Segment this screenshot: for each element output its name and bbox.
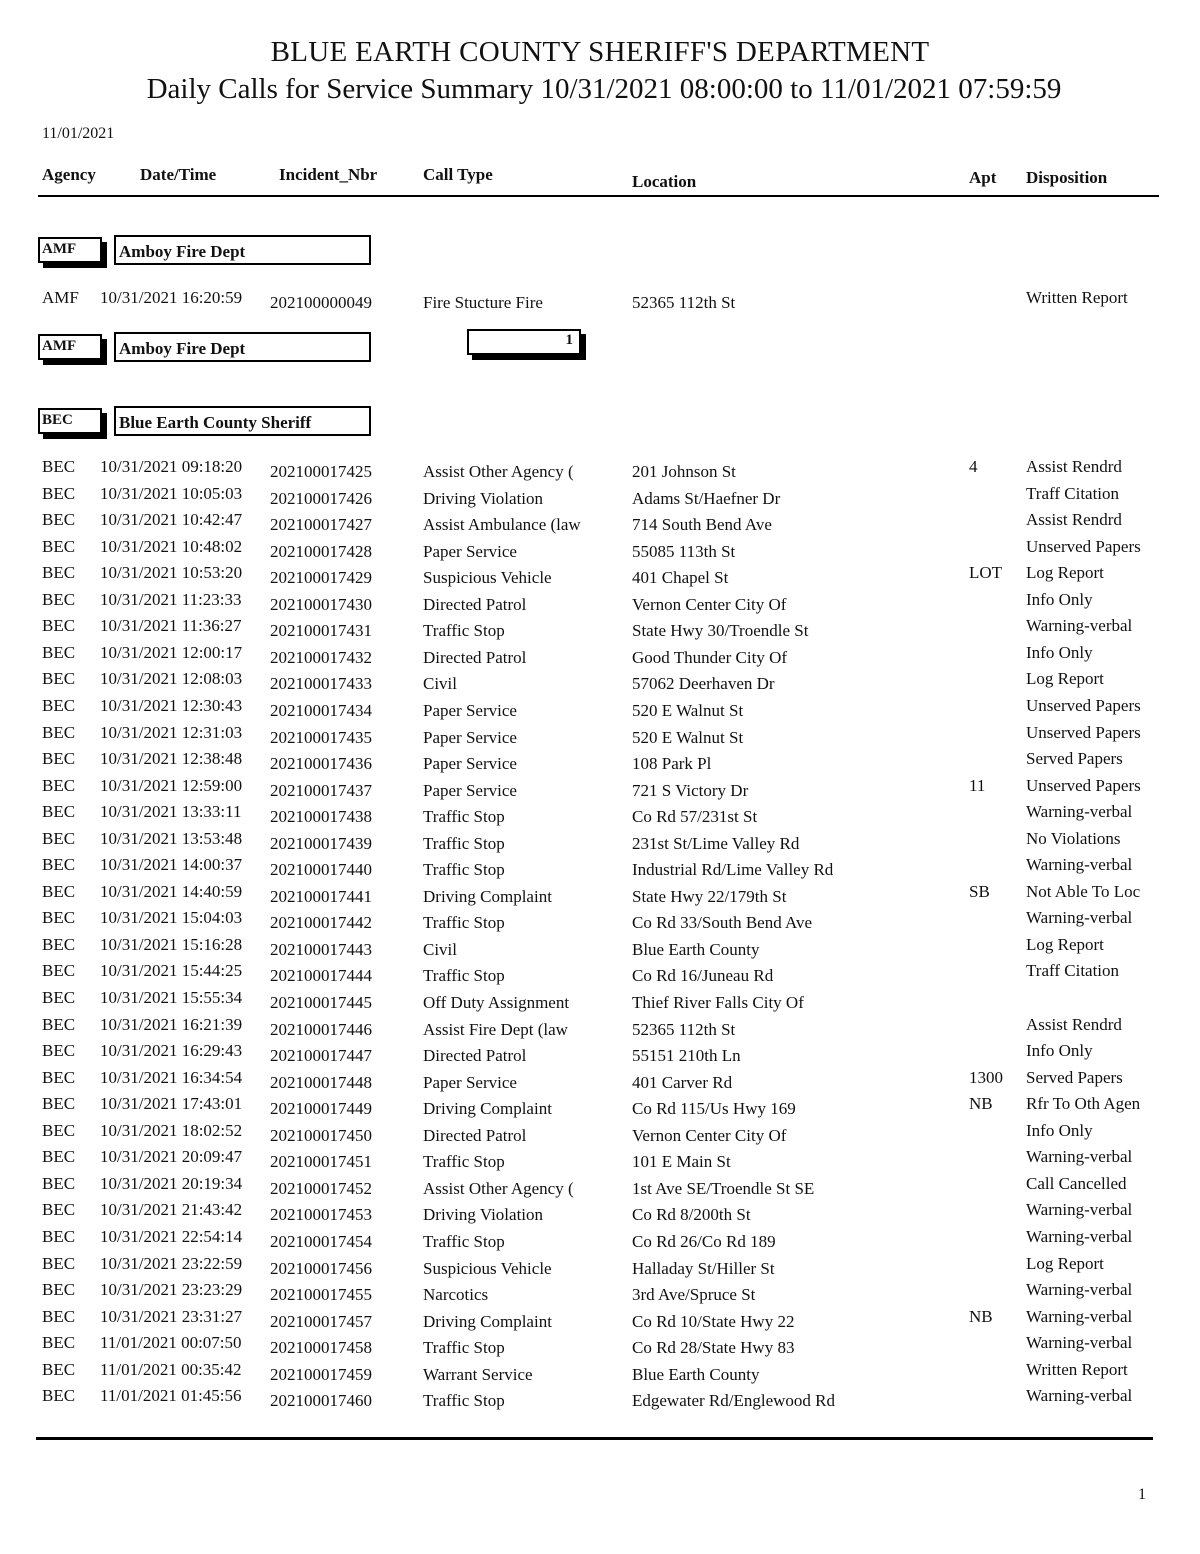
cell-disposition: Unserved Papers [1026,775,1141,795]
cell-apt: NB [969,1094,993,1114]
cell-calltype: Directed Patrol [423,1046,527,1066]
cell-incident: 202100017425 [270,462,372,481]
cell-location: 231st St/Lime Valley Rd [632,833,800,853]
cell-agency: BEC [42,1386,76,1406]
cell-datetime: 10/31/2021 15:55:34 [100,988,243,1007]
cell-apt: 4 [969,457,978,476]
column-header-apt: Apt [969,168,997,187]
table-row [0,1280,1200,1306]
table-row [0,1254,1200,1280]
cell-agency: BEC [42,881,76,901]
cell-calltype: Traffic Stop [423,833,505,853]
cell-calltype: Paper Service [423,700,517,720]
cell-agency: BEC [42,775,76,795]
cell-datetime: 10/31/2021 12:38:48 [100,749,243,769]
cell-datetime: 10/31/2021 23:22:59 [100,1253,243,1273]
cell-calltype: Traffic Stop [423,966,505,986]
cell-location: 520 E Walnut St [632,700,744,720]
cell-incident: 202100017457 [270,1311,372,1331]
cell-calltype: Suspicious Vehicle [423,1258,552,1278]
cell-agency: BEC [42,589,76,609]
cell-disposition: Written Report [1026,288,1128,307]
cell-incident: 202100017450 [270,1125,372,1145]
cell-incident: 202100017437 [270,780,372,800]
table-row [0,882,1200,908]
cell-datetime: 10/31/2021 10:05:03 [100,483,243,503]
cell-datetime: 10/31/2021 10:48:02 [100,536,243,556]
cell-calltype: Traffic Stop [423,1231,505,1251]
cell-calltype: Driving Complaint [423,1099,552,1119]
cell-agency: BEC [42,722,76,742]
table-row [0,802,1200,828]
cell-location: 101 E Main St [632,1152,731,1172]
cell-agency: BEC [42,1173,76,1193]
cell-apt: 1300 [969,1067,1003,1087]
cell-location: Co Rd 10/State Hwy 22 [632,1311,795,1331]
cell-disposition: Warning-verbal [1026,1280,1133,1300]
cell-agency: BEC [42,802,76,822]
cell-calltype: Traffic Stop [423,1152,505,1172]
cell-agency: BEC [42,536,76,556]
column-header-location: Location [632,172,697,191]
table-row [0,1333,1200,1359]
cell-incident: 202100017444 [270,966,372,986]
cell-location: Co Rd 16/Juneau Rd [632,966,774,986]
cell-incident: 202100017449 [270,1099,372,1119]
table-row [0,776,1200,802]
table-row [0,484,1200,510]
table-row [0,696,1200,722]
cell-agency: BEC [42,1253,76,1273]
cell-location: 52365 112th St [632,1019,736,1039]
cell-datetime: 10/31/2021 10:53:20 [100,563,243,583]
cell-disposition: Traff Citation [1026,961,1120,981]
cell-location: 55151 210th Ln [632,1046,741,1066]
cell-disposition: Warning-verbal [1026,1200,1133,1220]
group-code-box: BEC [38,408,102,434]
cell-disposition: Log Report [1026,669,1104,689]
cell-calltype: Assist Fire Dept (law [423,1019,568,1039]
cell-disposition: Log Report [1026,563,1104,583]
table-row [0,669,1200,695]
cell-calltype: Paper Service [423,541,517,561]
cell-agency: BEC [42,1014,76,1034]
cell-disposition: Warning-verbal [1026,855,1133,875]
cell-location: 520 E Walnut St [632,727,744,747]
bottom-rule [36,1437,1153,1440]
cell-datetime: 10/31/2021 16:20:59 [100,288,243,307]
cell-incident: 202100017459 [270,1364,372,1384]
cell-calltype: Driving Complaint [423,886,552,906]
cell-calltype: Assist Other Agency ( [423,1178,574,1198]
cell-calltype: Civil [423,939,458,959]
cell-location: Co Rd 8/200th St [632,1205,751,1225]
cell-location: Blue Earth County [632,1364,760,1384]
cell-incident: 202100017429 [270,568,372,588]
cell-agency: BEC [42,616,76,636]
column-header-datetime: Date/Time [140,165,217,184]
cell-disposition: Served Papers [1026,1067,1123,1087]
cell-location: 52365 112th St [632,293,736,312]
cell-datetime: 10/31/2021 12:59:00 [100,775,243,795]
cell-disposition: Info Only [1026,1041,1093,1061]
table-row [0,908,1200,934]
cell-agency: BEC [42,855,76,875]
cell-agency: BEC [42,828,76,848]
cell-agency: BEC [42,1200,76,1220]
cell-calltype: Fire Stucture Fire [423,293,543,312]
group-footer-name-box: Amboy Fire Dept [114,332,371,362]
report-subtitle: Daily Calls for Service Summary 10/31/2021 08:00:00 to 11/01/2021 07:59:59 [146,73,1062,105]
cell-incident: 202100017435 [270,727,372,747]
cell-apt: 11 [969,775,986,795]
cell-disposition: Warning-verbal [1026,1333,1133,1353]
cell-incident: 202100017428 [270,541,372,561]
cell-calltype: Assist Ambulance (law [423,515,581,535]
table-row [0,537,1200,563]
cell-datetime: 10/31/2021 10:42:47 [100,510,243,530]
group-name-box: Blue Earth County Sheriff [114,406,371,436]
column-header-disposition: Disposition [1026,168,1108,187]
cell-datetime: 11/01/2021 01:45:56 [100,1386,242,1406]
group-name-box: Amboy Fire Dept [114,235,371,265]
cell-incident: 202100017432 [270,647,372,667]
cell-disposition: Info Only [1026,589,1093,609]
cell-calltype: Assist Other Agency ( [423,462,574,481]
group-code-box: AMF [38,237,102,263]
cell-calltype: Traffic Stop [423,1338,505,1358]
cell-disposition: Warning-verbal [1026,802,1133,822]
cell-datetime: 10/31/2021 12:30:43 [100,695,243,715]
cell-incident: 202100017427 [270,515,372,535]
cell-location: Industrial Rd/Lime Valley Rd [632,860,834,880]
table-row [0,855,1200,881]
cell-disposition: Info Only [1026,642,1093,662]
cell-agency: BEC [42,1359,76,1379]
table-row [0,723,1200,749]
cell-location: Blue Earth County [632,939,760,959]
table-row [0,510,1200,536]
cell-disposition: Not Able To Loc [1026,881,1141,901]
cell-disposition: No Violations [1026,828,1121,848]
cell-calltype: Civil [423,674,458,694]
cell-datetime: 10/31/2021 14:40:59 [100,881,243,901]
cell-agency: BEC [42,1120,76,1140]
cell-incident: 202100017456 [270,1258,372,1278]
cell-apt: SB [969,881,990,901]
cell-calltype: Traffic Stop [423,807,505,827]
cell-location: 55085 113th St [632,541,736,561]
cell-datetime: 10/31/2021 18:02:52 [100,1120,243,1140]
cell-location: Halladay St/Hiller St [632,1258,775,1278]
cell-calltype: Traffic Stop [423,1391,505,1411]
cell-datetime: 11/01/2021 00:35:42 [100,1359,242,1379]
cell-location: State Hwy 30/Troendle St [632,621,809,641]
cell-agency: BEC [42,749,76,769]
cell-location: 201 Johnson St [632,462,736,481]
cell-agency: BEC [42,510,76,530]
cell-incident: 202100017454 [270,1231,372,1251]
cell-datetime: 10/31/2021 16:21:39 [100,1014,243,1034]
cell-disposition: Warning-verbal [1026,1386,1133,1406]
cell-calltype: Narcotics [423,1285,489,1305]
cell-incident: 202100017433 [270,674,372,694]
cell-calltype: Driving Violation [423,1205,544,1225]
group-footer-code-box: AMF [38,334,102,360]
table-row [0,288,1200,314]
cell-calltype: Warrant Service [423,1364,533,1384]
cell-location: Co Rd 57/231st St [632,807,758,827]
cell-incident: 202100017451 [270,1152,372,1172]
cell-incident: 202100017460 [270,1391,372,1411]
cell-calltype: Traffic Stop [423,860,505,880]
cell-datetime: 10/31/2021 13:33:11 [100,802,242,822]
table-row [0,1068,1200,1094]
cell-datetime: 10/31/2021 15:16:28 [100,934,243,954]
cell-datetime: 10/31/2021 11:23:33 [100,589,242,609]
table-row [0,988,1200,1014]
cell-incident: 202100017445 [270,993,372,1012]
cell-agency: BEC [42,695,76,715]
cell-location: 57062 Deerhaven Dr [632,674,775,694]
cell-agency: BEC [42,1041,76,1061]
cell-datetime: 10/31/2021 17:43:01 [100,1094,243,1114]
cell-agency: BEC [42,483,76,503]
cell-disposition: Assist Rendrd [1026,457,1122,476]
cell-disposition: Warning-verbal [1026,616,1133,636]
cell-incident: 202100017436 [270,754,372,774]
cell-location: 721 S Victory Dr [632,780,749,800]
cell-disposition: Assist Rendrd [1026,1014,1122,1034]
cell-calltype: Driving Complaint [423,1311,552,1331]
cell-agency: BEC [42,1094,76,1114]
cell-calltype: Off Duty Assignment [423,993,570,1012]
cell-disposition: Unserved Papers [1026,722,1141,742]
cell-datetime: 10/31/2021 12:00:17 [100,642,243,662]
cell-disposition: Written Report [1026,1359,1128,1379]
table-row [0,1174,1200,1200]
cell-agency: BEC [42,642,76,662]
cell-agency: BEC [42,1147,76,1167]
table-row [0,1147,1200,1173]
cell-datetime: 10/31/2021 20:19:34 [100,1173,243,1193]
column-header-calltype: Call Type [423,165,493,184]
cell-incident: 202100017447 [270,1046,372,1066]
table-row [0,829,1200,855]
table-row [0,590,1200,616]
cell-calltype: Directed Patrol [423,647,527,667]
cell-location: Good Thunder City Of [632,647,788,667]
cell-datetime: 10/31/2021 16:34:54 [100,1067,243,1087]
cell-apt: NB [969,1306,993,1326]
run-date: 11/01/2021 [42,125,115,142]
cell-incident: 202100017426 [270,488,372,508]
cell-location: 714 South Bend Ave [632,515,772,535]
cell-calltype: Paper Service [423,1072,517,1092]
cell-location: State Hwy 22/179th St [632,886,787,906]
cell-datetime: 10/31/2021 16:29:43 [100,1041,243,1061]
cell-location: Vernon Center City Of [632,1125,787,1145]
cell-datetime: 10/31/2021 22:54:14 [100,1226,243,1246]
cell-location: Co Rd 28/State Hwy 83 [632,1338,795,1358]
header-rule [38,195,1159,197]
cell-datetime: 10/31/2021 20:09:47 [100,1147,243,1167]
table-row [0,457,1200,483]
cell-location: Edgewater Rd/Englewood Rd [632,1391,836,1411]
cell-apt: LOT [969,563,1003,583]
cell-incident: 202100017446 [270,1019,372,1039]
cell-datetime: 10/31/2021 15:04:03 [100,908,243,928]
table-row [0,1307,1200,1333]
cell-disposition: Log Report [1026,934,1104,954]
page-number: 1 [1138,1486,1146,1503]
table-row [0,1200,1200,1226]
cell-disposition: Rfr To Oth Agen [1026,1094,1141,1114]
cell-agency: AMF [42,288,79,307]
table-row [0,1015,1200,1041]
cell-datetime: 10/31/2021 13:53:48 [100,828,243,848]
table-row [0,1386,1200,1412]
cell-agency: BEC [42,563,76,583]
cell-calltype: Directed Patrol [423,1125,527,1145]
cell-incident: 202100017440 [270,860,372,880]
cell-location: Vernon Center City Of [632,594,787,614]
cell-location: 1st Ave SE/Troendle St SE [632,1178,815,1198]
cell-calltype: Paper Service [423,780,517,800]
cell-datetime: 10/31/2021 12:31:03 [100,722,243,742]
cell-location: Thief River Falls City Of [632,993,804,1012]
cell-datetime: 11/01/2021 00:07:50 [100,1333,242,1353]
cell-datetime: 10/31/2021 11:36:27 [100,616,242,636]
cell-datetime: 10/31/2021 12:08:03 [100,669,243,689]
cell-incident: 202100017448 [270,1072,372,1092]
column-header-incident: Incident_Nbr [279,165,378,184]
cell-agency: BEC [42,934,76,954]
cell-disposition: Served Papers [1026,749,1123,769]
cell-calltype: Driving Violation [423,488,544,508]
cell-incident: 202100017458 [270,1338,372,1358]
cell-location: Co Rd 26/Co Rd 189 [632,1231,776,1251]
cell-incident: 202100017438 [270,807,372,827]
cell-disposition: Warning-verbal [1026,1226,1133,1246]
cell-disposition: Unserved Papers [1026,536,1141,556]
cell-location: Co Rd 115/Us Hwy 169 [632,1099,796,1119]
cell-location: 401 Chapel St [632,568,729,588]
column-header-agency: Agency [42,165,96,184]
cell-incident: 202100017434 [270,700,372,720]
cell-incident: 202100017441 [270,886,372,906]
cell-location: 401 Carver Rd [632,1072,733,1092]
cell-location: Adams St/Haefner Dr [632,488,781,508]
cell-agency: BEC [42,1067,76,1087]
cell-disposition: Assist Rendrd [1026,510,1122,530]
cell-incident: 202100000049 [270,293,372,312]
cell-calltype: Directed Patrol [423,594,527,614]
cell-location: Co Rd 33/South Bend Ave [632,913,813,933]
cell-disposition: Warning-verbal [1026,908,1133,928]
cell-agency: BEC [42,457,76,476]
cell-datetime: 10/31/2021 09:18:20 [100,457,243,476]
cell-disposition: Warning-verbal [1026,1147,1133,1167]
cell-agency: BEC [42,1280,76,1300]
cell-incident: 202100017439 [270,833,372,853]
cell-disposition: Unserved Papers [1026,695,1141,715]
table-row [0,961,1200,987]
cell-calltype: Paper Service [423,754,517,774]
table-row [0,749,1200,775]
cell-incident: 202100017431 [270,621,372,641]
cell-calltype: Suspicious Vehicle [423,568,552,588]
cell-agency: BEC [42,1333,76,1353]
cell-incident: 202100017452 [270,1178,372,1198]
cell-incident: 202100017455 [270,1285,372,1305]
cell-datetime: 10/31/2021 23:23:29 [100,1280,243,1300]
cell-agency: BEC [42,669,76,689]
table-row [0,1227,1200,1253]
cell-disposition: Call Cancelled [1026,1173,1127,1193]
cell-datetime: 10/31/2021 14:00:37 [100,855,243,875]
cell-agency: BEC [42,1226,76,1246]
cell-datetime: 10/31/2021 15:44:25 [100,961,243,981]
cell-location: 108 Park Pl [632,754,712,774]
table-row [0,616,1200,642]
cell-disposition: Info Only [1026,1120,1093,1140]
cell-agency: BEC [42,988,76,1007]
cell-agency: BEC [42,908,76,928]
table-row [0,1360,1200,1386]
cell-incident: 202100017442 [270,913,372,933]
table-row [0,563,1200,589]
cell-incident: 202100017443 [270,939,372,959]
cell-datetime: 10/31/2021 23:31:27 [100,1306,243,1326]
table-row [0,1121,1200,1147]
group-count-box: 1 [467,329,581,355]
cell-incident: 202100017430 [270,594,372,614]
report-title: BLUE EARTH COUNTY SHERIFF'S DEPARTMENT [270,36,930,68]
cell-calltype: Paper Service [423,727,517,747]
cell-datetime: 10/31/2021 21:43:42 [100,1200,243,1220]
cell-location: 3rd Ave/Spruce St [632,1285,756,1305]
cell-agency: BEC [42,961,76,981]
cell-disposition: Warning-verbal [1026,1306,1133,1326]
cell-incident: 202100017453 [270,1205,372,1225]
table-row [0,643,1200,669]
cell-calltype: Traffic Stop [423,913,505,933]
table-row [0,1041,1200,1067]
table-row [0,935,1200,961]
table-row [0,1094,1200,1120]
cell-agency: BEC [42,1306,76,1326]
cell-disposition: Traff Citation [1026,483,1120,503]
cell-disposition: Log Report [1026,1253,1104,1273]
cell-calltype: Traffic Stop [423,621,505,641]
